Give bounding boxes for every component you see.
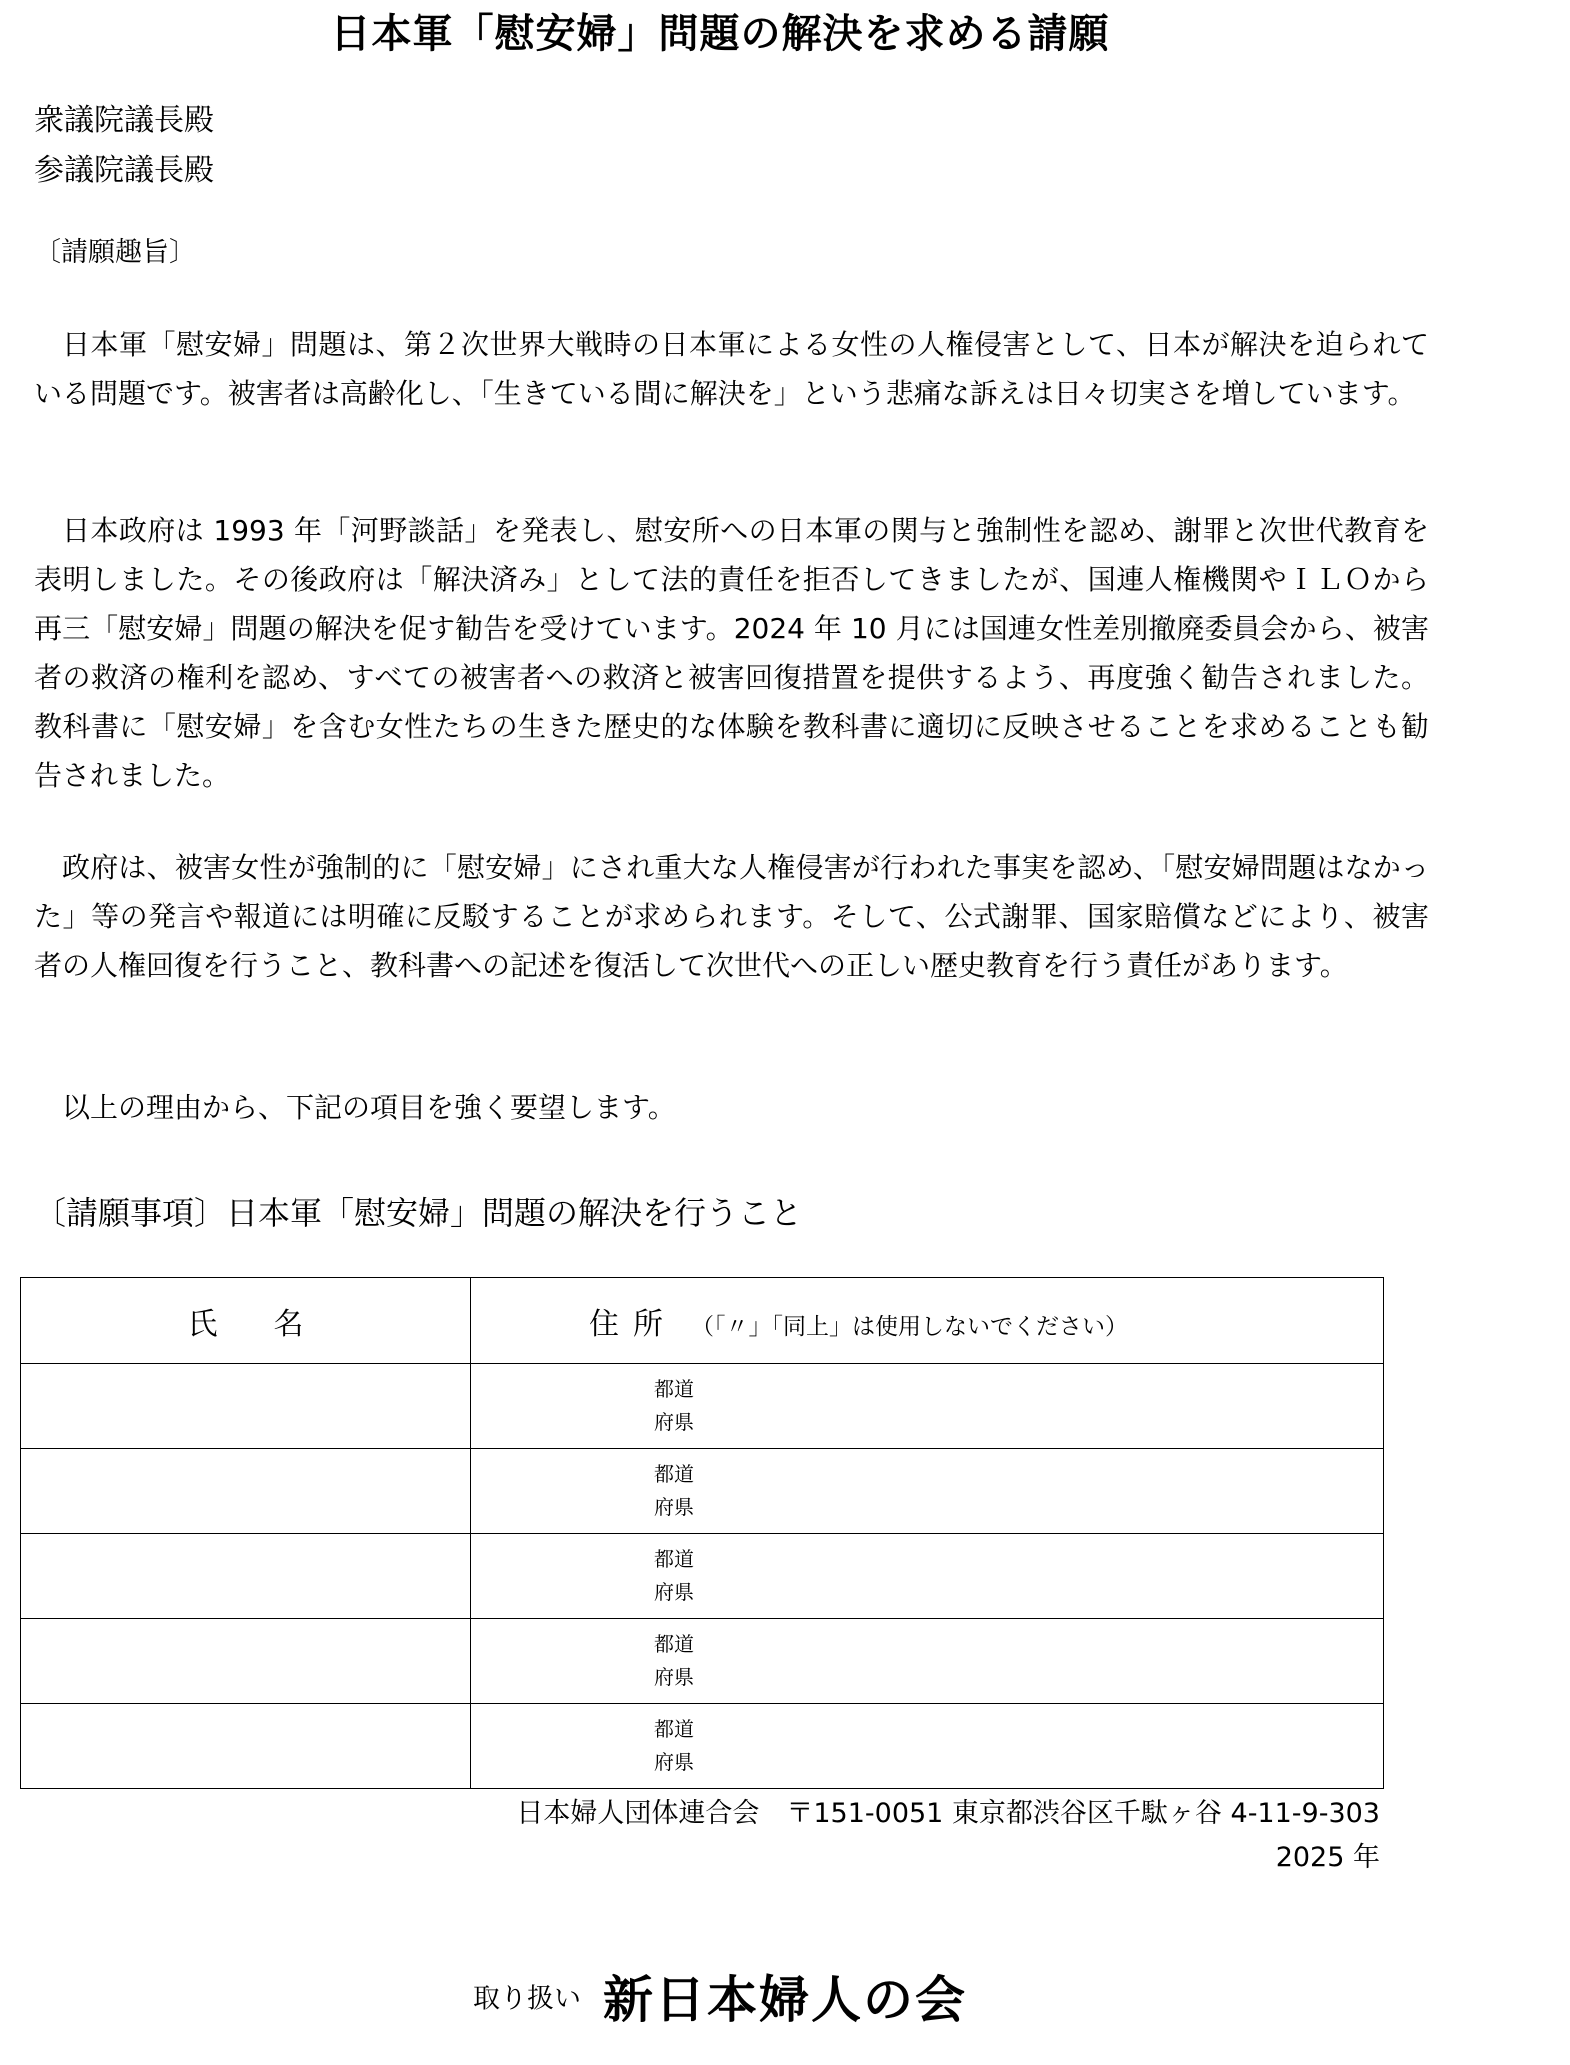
petition-items: 〔請願事項〕日本軍「慰安婦」問題の解決を行うこと: [34, 1194, 803, 1232]
table-header-row: [21, 1278, 1384, 1364]
address-cell[interactable]: 都道 府県: [471, 1619, 1384, 1704]
paragraph-1: 日本軍「慰安婦」問題は、第２次世界大戦時の日本軍による女性の人権侵害として、日本が解決を迫られている問題です。被害者は高齢化し、「生きている間に解決を」という悲痛な訴えは日々切実さを増しています。: [34, 328, 1429, 410]
addressee-lower-house: 衆議院議長殿: [34, 103, 214, 138]
name-column-header: 氏名: [21, 1278, 471, 1364]
table-row: [21, 1449, 1384, 1534]
address-column-header: 住所 （「〃」「同上」は使用しないでください）: [471, 1278, 1384, 1364]
handler: [0, 1960, 1440, 2032]
petition-purpose-label: 〔請願趣旨〕: [34, 237, 196, 268]
name-cell[interactable]: [21, 1364, 471, 1449]
table-row: [21, 1619, 1384, 1704]
name-cell[interactable]: [21, 1534, 471, 1619]
address-note: （「〃」「同上」は使用しないでください）: [691, 1313, 1128, 1340]
paragraph-2: 日本政府は 1993 年「河野談話」を発表し、慰安所への日本軍の関与と強制性を認め、謝罪と次世代教育を表明しました。その後政府は「解決済み」として法的責任を拒否してきましたが、国連人権機関やＩＬＯから再三「慰安婦」問題の解決を促す勧告を受けています。2024 年 10 月には国連女性差別撤廃委員会から、被害者の救済の権利を認め、すべての被害者への救済と被害回復措置を提供するよう、再度強く勧告されました。教科書に「慰安婦」を含む女性たちの生きた歴史的な体験を教科書に適切に反映させることを求めることも勧告されました。: [34, 514, 1429, 792]
name-cell[interactable]: [21, 1704, 471, 1789]
table-row: [21, 1364, 1384, 1449]
organization-address: 日本婦人団体連合会 〒151-0051 東京都渋谷区千駄ヶ谷 4-11-9-303: [516, 1798, 1380, 1829]
address-cell[interactable]: 都道 府県: [471, 1449, 1384, 1534]
address-cell[interactable]: 都道 府県: [471, 1534, 1384, 1619]
address-cell[interactable]: 都道 府県: [471, 1364, 1384, 1449]
document-title: 日本軍「慰安婦」問題の解決を求める請願: [330, 11, 1110, 57]
name-cell[interactable]: [21, 1449, 471, 1534]
paragraph-4: 以上の理由から、下記の項目を強く要望します。: [62, 1091, 676, 1124]
table-row: [21, 1704, 1384, 1789]
table-row: [21, 1534, 1384, 1619]
handler-label: 取り扱い: [473, 1983, 581, 2015]
signature-table: [20, 1277, 1384, 1789]
address-cell[interactable]: 都道 府県: [471, 1704, 1384, 1789]
year: 2025 年: [1275, 1842, 1380, 1873]
name-cell[interactable]: [21, 1619, 471, 1704]
paragraph-3: 政府は、被害女性が強制的に「慰安婦」にされ重大な人権侵害が行われた事実を認め、「慰安婦問題はなかった」等の発言や報道には明確に反駁することが求められます。そして、公式謝罪、国家賠償などにより、被害者の人権回復を行うこと、教科書への記述を復活して次世代への正しい歴史教育を行う責任があります。: [34, 851, 1429, 982]
addressee-upper-house: 参議院議長殿: [34, 153, 214, 188]
handler-name: 新日本婦人の会: [603, 1971, 967, 2029]
